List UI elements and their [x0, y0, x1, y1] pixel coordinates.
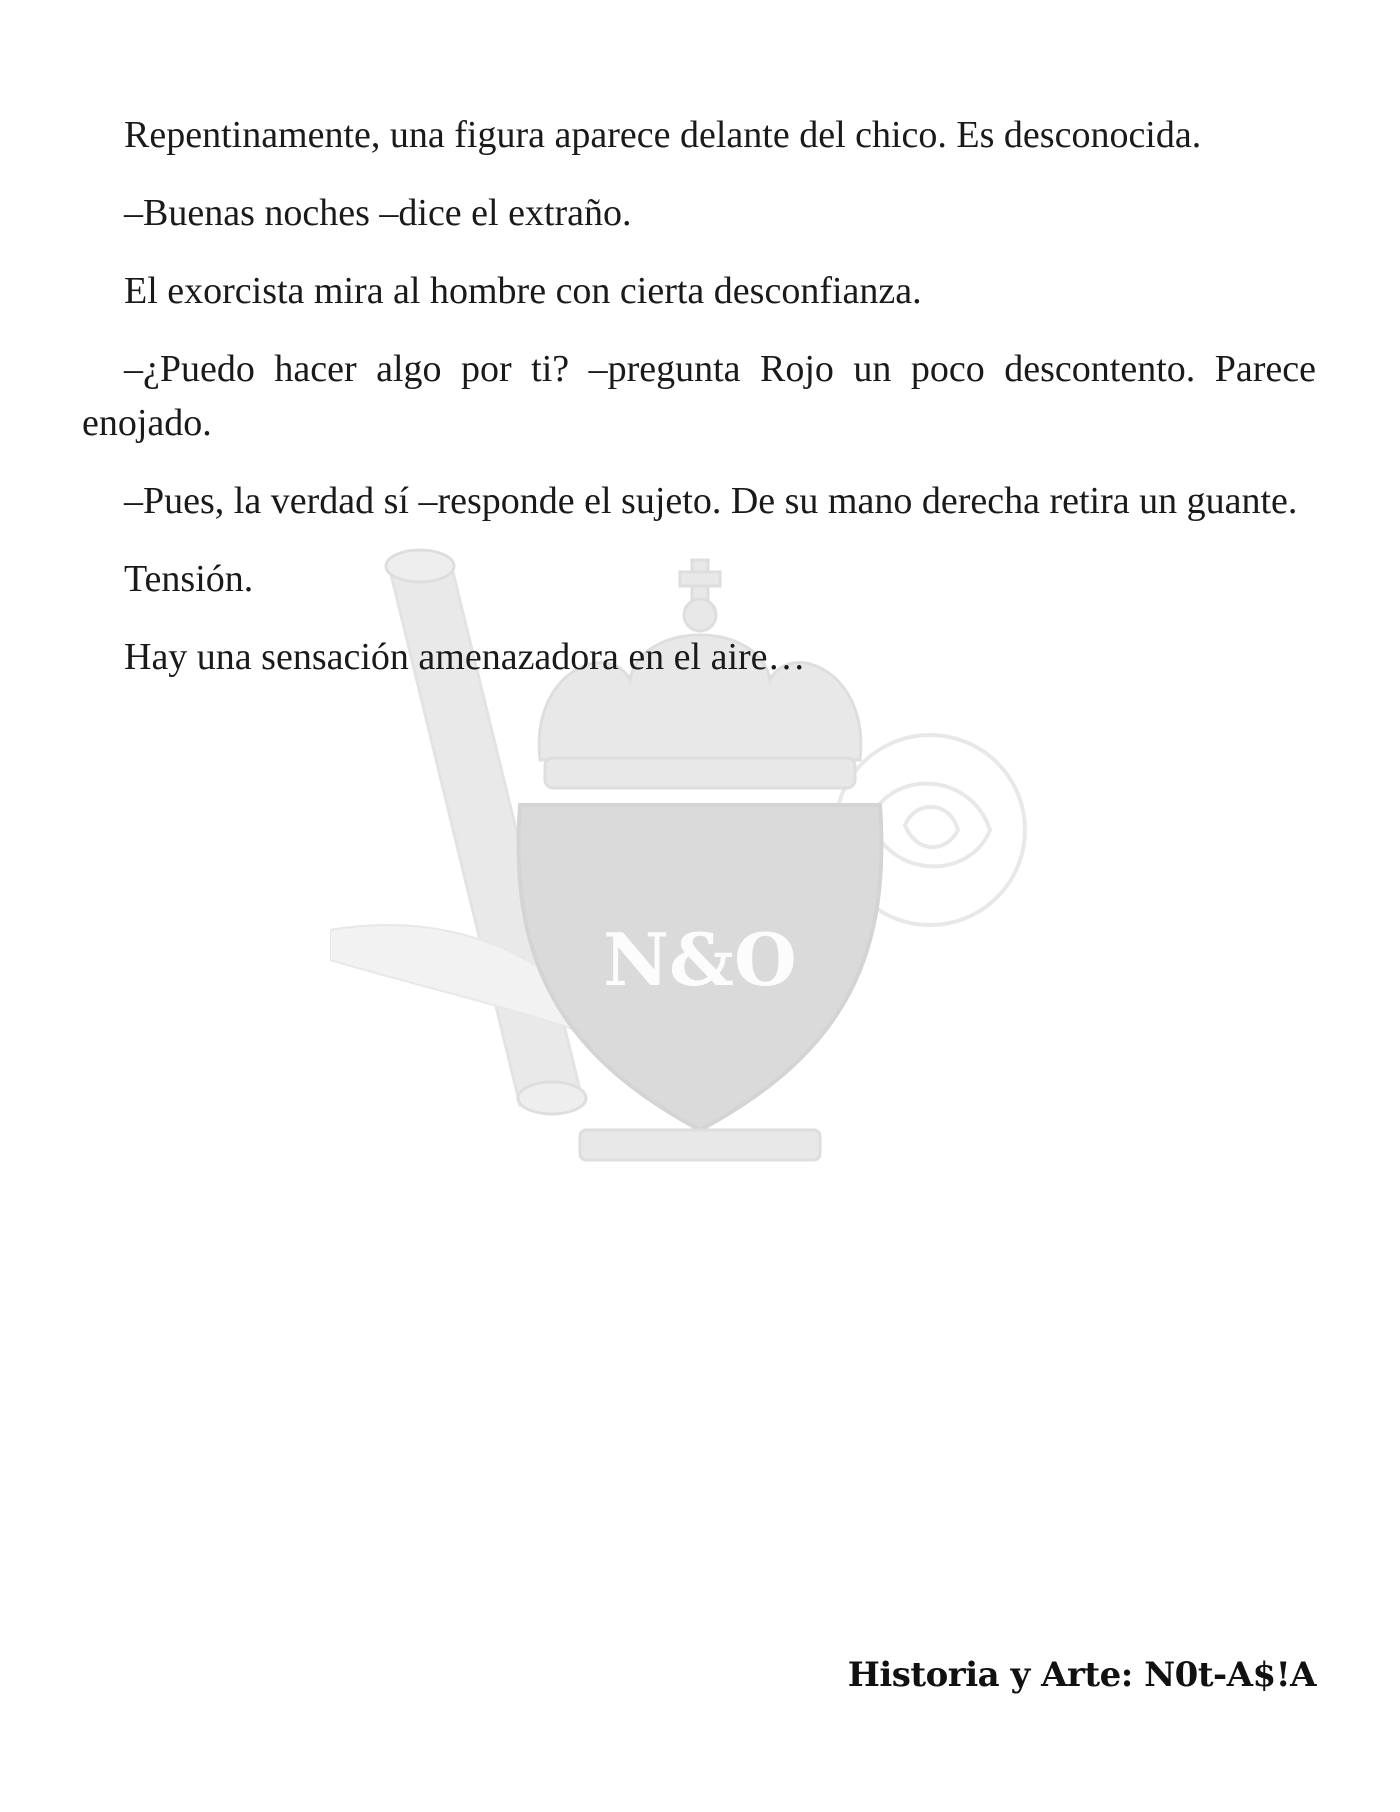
paragraph: –Buenas noches –dice el extraño.	[124, 192, 632, 234]
author-credit: Historia y Arte: N0t-A$!A	[847, 1655, 1316, 1695]
crest-monogram: N&O	[603, 917, 797, 1002]
paragraph: Hay una sensación amenazadora en el aire…	[124, 636, 806, 678]
paragraph: –Pues, la verdad sí –responde el sujeto. De su mano derecha retira un guante.	[124, 480, 1298, 522]
paragraph: Tensión.	[124, 558, 254, 600]
story-text	[82, 108, 1316, 708]
paragraph: Repentinamente, una figura aparece delante del chico. Es desconocida.	[124, 114, 1202, 156]
paragraph: –¿Puedo hacer algo por ti? –pregunta Rojo un poco descontento. Parece enojado.	[82, 348, 1316, 444]
paragraph: El exorcista mira al hombre con cierta desconfianza.	[124, 270, 922, 312]
